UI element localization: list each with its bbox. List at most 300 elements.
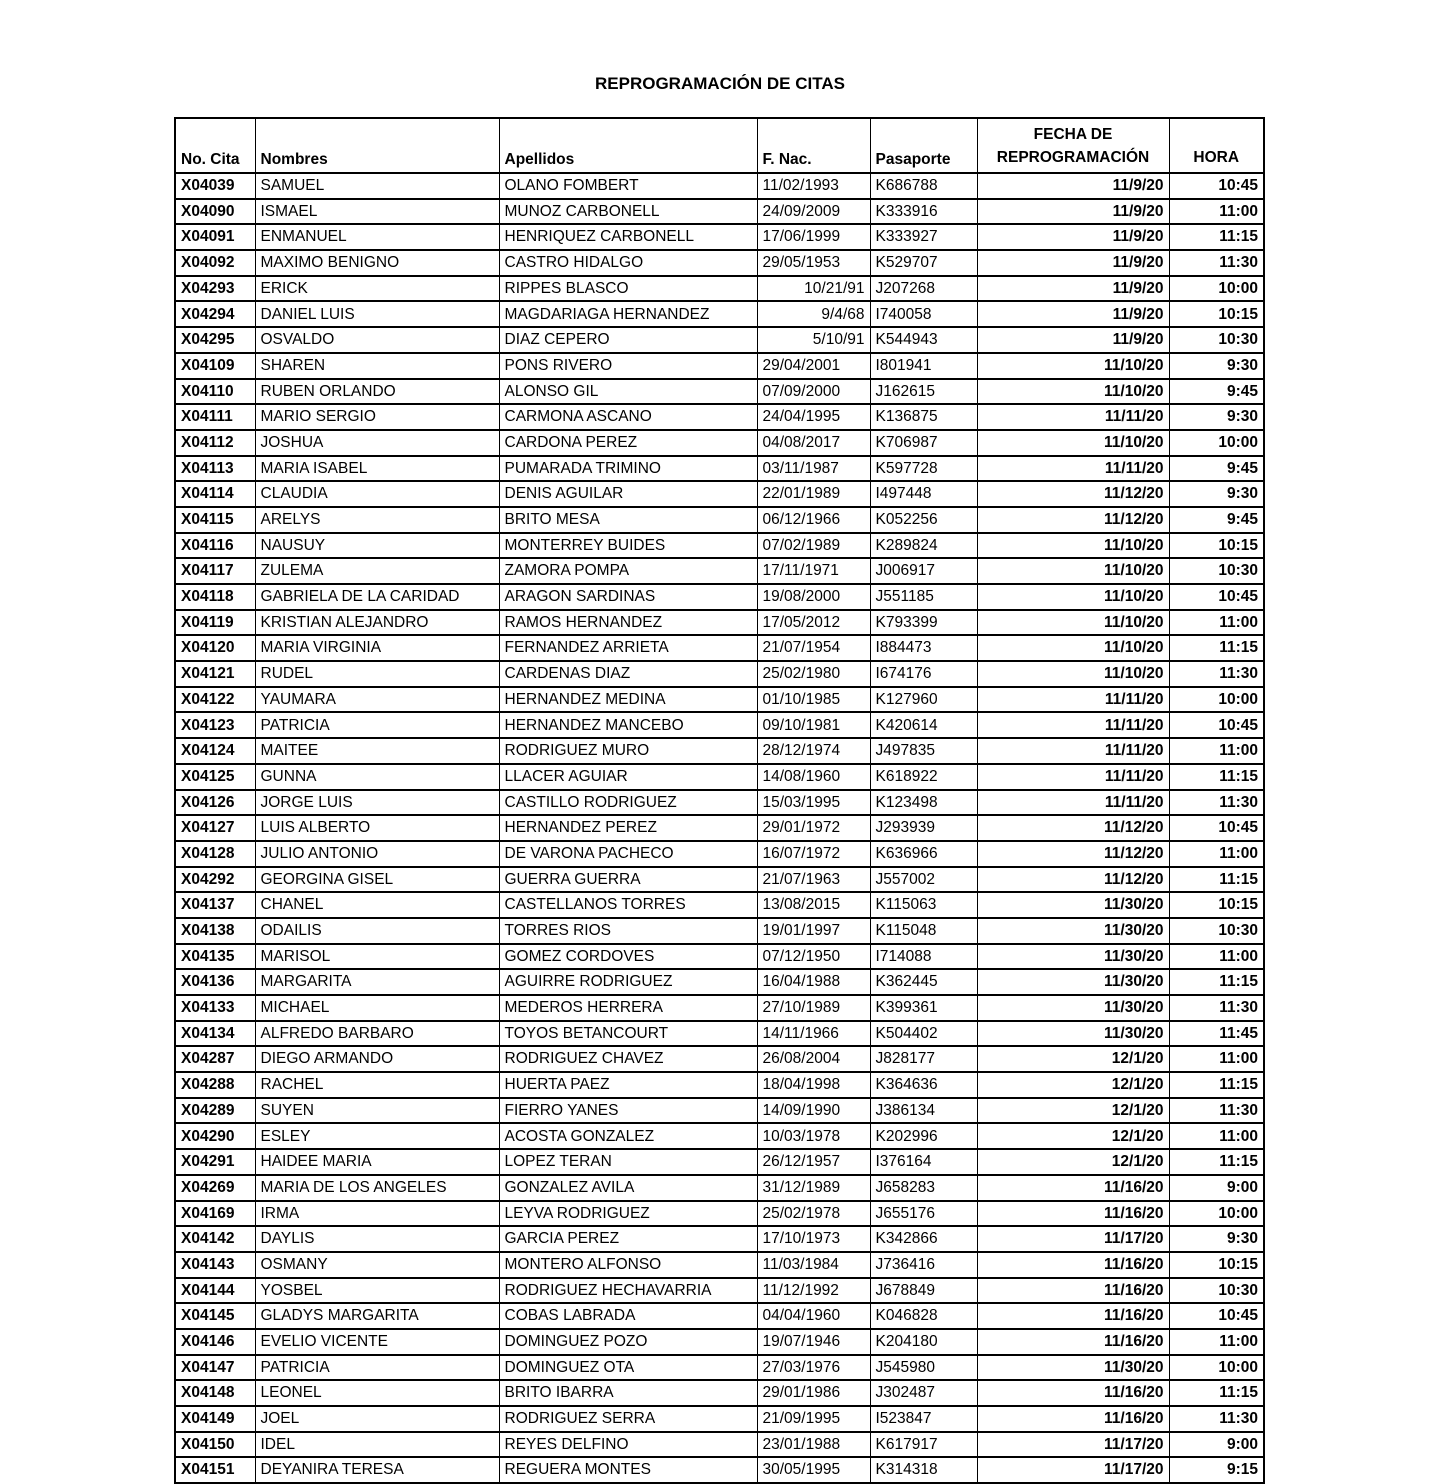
cell-apellidos: GONZALEZ AVILA [499, 1175, 757, 1201]
cell-f_nac: 29/05/1953 [757, 250, 870, 276]
cell-no_cita: X04125 [175, 764, 255, 790]
cell-apellidos: RODRIGUEZ SERRA [499, 1406, 757, 1432]
cell-pasaporte: J678849 [870, 1278, 977, 1304]
cell-f_nac: 31/12/1989 [757, 1175, 870, 1201]
cell-fecha_reprogramacion: 11/10/20 [977, 558, 1169, 584]
cell-f_nac: 19/01/1997 [757, 918, 870, 944]
cell-nombres: YOSBEL [255, 1278, 499, 1304]
cell-fecha_reprogramacion: 11/17/20 [977, 1432, 1169, 1458]
cell-hora: 10:15 [1169, 892, 1264, 918]
table-row [175, 1226, 1264, 1252]
cell-apellidos: ACOSTA GONZALEZ [499, 1123, 757, 1149]
cell-no_cita: X04142 [175, 1226, 255, 1252]
cell-f_nac: 01/10/1985 [757, 687, 870, 713]
cell-hora: 11:00 [1169, 944, 1264, 970]
cell-pasaporte: K202996 [870, 1123, 977, 1149]
cell-f_nac: 11/02/1993 [757, 173, 870, 199]
table-row [175, 301, 1264, 327]
cell-apellidos: ZAMORA POMPA [499, 558, 757, 584]
cell-apellidos: MONTERO ALFONSO [499, 1252, 757, 1278]
cell-pasaporte: J302487 [870, 1380, 977, 1406]
cell-nombres: EVELIO VICENTE [255, 1329, 499, 1355]
cell-fecha_reprogramacion: 11/17/20 [977, 1226, 1169, 1252]
cell-nombres: MAITEE [255, 738, 499, 764]
cell-fecha_reprogramacion: 12/1/20 [977, 1072, 1169, 1098]
cell-hora: 9:30 [1169, 404, 1264, 430]
cell-nombres: OSMANY [255, 1252, 499, 1278]
cell-apellidos: MONTERREY BUIDES [499, 533, 757, 559]
appointments-table [174, 117, 1265, 1484]
cell-pasaporte: K046828 [870, 1303, 977, 1329]
cell-fecha_reprogramacion: 11/11/20 [977, 712, 1169, 738]
cell-pasaporte: K127960 [870, 687, 977, 713]
cell-nombres: HAIDEE MARIA [255, 1149, 499, 1175]
cell-apellidos: RIPPES BLASCO [499, 276, 757, 302]
cell-apellidos: CASTILLO RODRIGUEZ [499, 790, 757, 816]
cell-pasaporte: K544943 [870, 327, 977, 353]
cell-hora: 11:15 [1169, 867, 1264, 893]
cell-nombres: IDEL [255, 1432, 499, 1458]
table-row [175, 687, 1264, 713]
cell-f_nac: 19/07/1946 [757, 1329, 870, 1355]
cell-no_cita: X04148 [175, 1380, 255, 1406]
cell-f_nac: 21/07/1963 [757, 867, 870, 893]
cell-pasaporte: K793399 [870, 610, 977, 636]
cell-nombres: CLAUDIA [255, 481, 499, 507]
cell-fecha_reprogramacion: 11/11/20 [977, 687, 1169, 713]
cell-hora: 11:15 [1169, 224, 1264, 250]
cell-apellidos: RODRIGUEZ MURO [499, 738, 757, 764]
cell-pasaporte: J736416 [870, 1252, 977, 1278]
table-row [175, 712, 1264, 738]
cell-nombres: MARISOL [255, 944, 499, 970]
table-row [175, 276, 1264, 302]
table-row [175, 430, 1264, 456]
cell-fecha_reprogramacion: 11/11/20 [977, 404, 1169, 430]
cell-fecha_reprogramacion: 11/17/20 [977, 1457, 1169, 1483]
cell-hora: 10:30 [1169, 558, 1264, 584]
cell-nombres: JOEL [255, 1406, 499, 1432]
cell-apellidos: FERNANDEZ ARRIETA [499, 635, 757, 661]
cell-nombres: NAUSUY [255, 533, 499, 559]
cell-nombres: MARIA DE LOS ANGELES [255, 1175, 499, 1201]
cell-apellidos: GOMEZ CORDOVES [499, 944, 757, 970]
cell-fecha_reprogramacion: 11/11/20 [977, 764, 1169, 790]
cell-no_cita: X04091 [175, 224, 255, 250]
cell-f_nac: 16/07/1972 [757, 841, 870, 867]
cell-no_cita: X04169 [175, 1201, 255, 1227]
cell-hora: 10:15 [1169, 1252, 1264, 1278]
cell-fecha_reprogramacion: 11/11/20 [977, 456, 1169, 482]
cell-hora: 11:30 [1169, 790, 1264, 816]
cell-fecha_reprogramacion: 11/10/20 [977, 533, 1169, 559]
cell-apellidos: RODRIGUEZ HECHAVARRIA [499, 1278, 757, 1304]
table-row [175, 1355, 1264, 1381]
cell-fecha_reprogramacion: 11/16/20 [977, 1278, 1169, 1304]
cell-pasaporte: I523847 [870, 1406, 977, 1432]
cell-fecha_reprogramacion: 11/10/20 [977, 584, 1169, 610]
cell-no_cita: X04288 [175, 1072, 255, 1098]
cell-no_cita: X04128 [175, 841, 255, 867]
cell-nombres: ERICK [255, 276, 499, 302]
cell-nombres: DIEGO ARMANDO [255, 1046, 499, 1072]
cell-fecha_reprogramacion: 11/30/20 [977, 995, 1169, 1021]
cell-apellidos: DOMINGUEZ POZO [499, 1329, 757, 1355]
cell-fecha_reprogramacion: 11/9/20 [977, 276, 1169, 302]
cell-nombres: ZULEMA [255, 558, 499, 584]
cell-f_nac: 06/12/1966 [757, 507, 870, 533]
cell-fecha_reprogramacion: 11/16/20 [977, 1303, 1169, 1329]
cell-no_cita: X04116 [175, 533, 255, 559]
cell-no_cita: X04113 [175, 456, 255, 482]
cell-pasaporte: I884473 [870, 635, 977, 661]
cell-pasaporte: J497835 [870, 738, 977, 764]
cell-no_cita: X04039 [175, 173, 255, 199]
cell-pasaporte: J162615 [870, 379, 977, 405]
table-row [175, 892, 1264, 918]
cell-hora: 9:30 [1169, 1226, 1264, 1252]
table-row [175, 507, 1264, 533]
cell-nombres: PATRICIA [255, 1355, 499, 1381]
cell-pasaporte: K504402 [870, 1021, 977, 1047]
table-row [175, 1072, 1264, 1098]
cell-fecha_reprogramacion: 11/10/20 [977, 379, 1169, 405]
cell-hora: 10:30 [1169, 1278, 1264, 1304]
cell-nombres: GLADYS MARGARITA [255, 1303, 499, 1329]
table-row [175, 764, 1264, 790]
cell-nombres: JOSHUA [255, 430, 499, 456]
cell-apellidos: LOPEZ TERAN [499, 1149, 757, 1175]
cell-apellidos: REYES DELFINO [499, 1432, 757, 1458]
table-row [175, 1175, 1264, 1201]
cell-no_cita: X04291 [175, 1149, 255, 1175]
cell-f_nac: 29/04/2001 [757, 353, 870, 379]
table-row [175, 867, 1264, 893]
table-row [175, 327, 1264, 353]
cell-nombres: DAYLIS [255, 1226, 499, 1252]
cell-hora: 11:15 [1169, 1380, 1264, 1406]
cell-nombres: CHANEL [255, 892, 499, 918]
cell-apellidos: GUERRA GUERRA [499, 867, 757, 893]
cell-pasaporte: J006917 [870, 558, 977, 584]
cell-hora: 10:30 [1169, 918, 1264, 944]
cell-no_cita: X04146 [175, 1329, 255, 1355]
cell-pasaporte: J655176 [870, 1201, 977, 1227]
cell-pasaporte: K420614 [870, 712, 977, 738]
cell-f_nac: 29/01/1986 [757, 1380, 870, 1406]
cell-f_nac: 28/12/1974 [757, 738, 870, 764]
cell-f_nac: 15/03/1995 [757, 790, 870, 816]
cell-nombres: JORGE LUIS [255, 790, 499, 816]
table-row [175, 841, 1264, 867]
cell-pasaporte: K362445 [870, 969, 977, 995]
cell-nombres: RUDEL [255, 661, 499, 687]
cell-pasaporte: J658283 [870, 1175, 977, 1201]
cell-f_nac: 07/02/1989 [757, 533, 870, 559]
table-row [175, 481, 1264, 507]
table-row [175, 1098, 1264, 1124]
cell-no_cita: X04143 [175, 1252, 255, 1278]
cell-apellidos: TORRES RIOS [499, 918, 757, 944]
cell-pasaporte: J545980 [870, 1355, 977, 1381]
cell-nombres: MARIA ISABEL [255, 456, 499, 482]
cell-pasaporte: K617917 [870, 1432, 977, 1458]
cell-hora: 10:00 [1169, 1201, 1264, 1227]
cell-fecha_reprogramacion: 11/9/20 [977, 250, 1169, 276]
table-row [175, 533, 1264, 559]
cell-no_cita: X04290 [175, 1123, 255, 1149]
table-row [175, 224, 1264, 250]
cell-hora: 10:45 [1169, 173, 1264, 199]
cell-pasaporte: I376164 [870, 1149, 977, 1175]
cell-no_cita: X04145 [175, 1303, 255, 1329]
cell-apellidos: CASTRO HIDALGO [499, 250, 757, 276]
cell-f_nac: 09/10/1981 [757, 712, 870, 738]
cell-f_nac: 29/01/1972 [757, 815, 870, 841]
cell-pasaporte: K123498 [870, 790, 977, 816]
cell-no_cita: X04133 [175, 995, 255, 1021]
cell-no_cita: X04289 [175, 1098, 255, 1124]
cell-apellidos: PONS RIVERO [499, 353, 757, 379]
cell-f_nac: 17/05/2012 [757, 610, 870, 636]
cell-no_cita: X04151 [175, 1457, 255, 1483]
cell-fecha_reprogramacion: 11/12/20 [977, 867, 1169, 893]
cell-no_cita: X04287 [175, 1046, 255, 1072]
cell-hora: 10:30 [1169, 327, 1264, 353]
cell-nombres: ODAILIS [255, 918, 499, 944]
cell-pasaporte: K204180 [870, 1329, 977, 1355]
cell-nombres: RACHEL [255, 1072, 499, 1098]
cell-apellidos: GARCIA PEREZ [499, 1226, 757, 1252]
cell-hora: 11:00 [1169, 1123, 1264, 1149]
cell-f_nac: 27/03/1976 [757, 1355, 870, 1381]
cell-fecha_reprogramacion: 11/16/20 [977, 1329, 1169, 1355]
cell-apellidos: ARAGON SARDINAS [499, 584, 757, 610]
table-row [175, 1303, 1264, 1329]
cell-apellidos: MUNOZ CARBONELL [499, 199, 757, 225]
cell-hora: 10:45 [1169, 584, 1264, 610]
cell-no_cita: X04114 [175, 481, 255, 507]
cell-fecha_reprogramacion: 11/30/20 [977, 892, 1169, 918]
cell-hora: 11:15 [1169, 635, 1264, 661]
cell-no_cita: X04109 [175, 353, 255, 379]
cell-apellidos: DENIS AGUILAR [499, 481, 757, 507]
table-row [175, 995, 1264, 1021]
cell-f_nac: 14/11/1966 [757, 1021, 870, 1047]
table-header [175, 118, 1264, 173]
cell-fecha_reprogramacion: 12/1/20 [977, 1149, 1169, 1175]
cell-pasaporte: J828177 [870, 1046, 977, 1072]
cell-nombres: RUBEN ORLANDO [255, 379, 499, 405]
cell-f_nac: 17/10/1973 [757, 1226, 870, 1252]
cell-apellidos: AGUIRRE RODRIGUEZ [499, 969, 757, 995]
cell-no_cita: X04136 [175, 969, 255, 995]
table-row [175, 635, 1264, 661]
cell-fecha_reprogramacion: 12/1/20 [977, 1123, 1169, 1149]
cell-pasaporte: K052256 [870, 507, 977, 533]
cell-no_cita: X04121 [175, 661, 255, 687]
cell-pasaporte: K597728 [870, 456, 977, 482]
cell-fecha_reprogramacion: 11/9/20 [977, 301, 1169, 327]
cell-apellidos: DIAZ CEPERO [499, 327, 757, 353]
cell-f_nac: 07/09/2000 [757, 379, 870, 405]
cell-apellidos: CARMONA ASCANO [499, 404, 757, 430]
cell-nombres: SUYEN [255, 1098, 499, 1124]
cell-fecha_reprogramacion: 11/16/20 [977, 1252, 1169, 1278]
cell-pasaporte: K333927 [870, 224, 977, 250]
cell-nombres: YAUMARA [255, 687, 499, 713]
cell-pasaporte: I497448 [870, 481, 977, 507]
cell-hora: 10:15 [1169, 533, 1264, 559]
table-row [175, 790, 1264, 816]
cell-f_nac: 13/08/2015 [757, 892, 870, 918]
cell-pasaporte: K364636 [870, 1072, 977, 1098]
cell-nombres: MARIO SERGIO [255, 404, 499, 430]
column-header-apellidos: Apellidos [499, 118, 757, 173]
cell-apellidos: RAMOS HERNANDEZ [499, 610, 757, 636]
cell-no_cita: X04117 [175, 558, 255, 584]
header-row [175, 118, 1264, 173]
cell-f_nac: 14/09/1990 [757, 1098, 870, 1124]
cell-nombres: ALFREDO BARBARO [255, 1021, 499, 1047]
cell-fecha_reprogramacion: 11/16/20 [977, 1175, 1169, 1201]
cell-f_nac: 25/02/1978 [757, 1201, 870, 1227]
table-row [175, 1406, 1264, 1432]
cell-pasaporte: K115048 [870, 918, 977, 944]
cell-f_nac: 10/03/1978 [757, 1123, 870, 1149]
cell-no_cita: X04127 [175, 815, 255, 841]
cell-no_cita: X04144 [175, 1278, 255, 1304]
table-row [175, 969, 1264, 995]
table-row [175, 944, 1264, 970]
table-row [175, 815, 1264, 841]
cell-f_nac: 5/10/91 [757, 327, 870, 353]
cell-apellidos: MEDEROS HERRERA [499, 995, 757, 1021]
cell-f_nac: 10/21/91 [757, 276, 870, 302]
cell-fecha_reprogramacion: 12/1/20 [977, 1098, 1169, 1124]
cell-nombres: MARIA VIRGINIA [255, 635, 499, 661]
cell-no_cita: X04138 [175, 918, 255, 944]
cell-hora: 9:45 [1169, 379, 1264, 405]
cell-apellidos: DE VARONA PACHECO [499, 841, 757, 867]
cell-no_cita: X04135 [175, 944, 255, 970]
cell-pasaporte: J386134 [870, 1098, 977, 1124]
cell-nombres: KRISTIAN ALEJANDRO [255, 610, 499, 636]
table-row [175, 1457, 1264, 1483]
cell-no_cita: X04150 [175, 1432, 255, 1458]
cell-no_cita: X04120 [175, 635, 255, 661]
cell-hora: 10:45 [1169, 815, 1264, 841]
cell-hora: 10:00 [1169, 1355, 1264, 1381]
cell-no_cita: X04295 [175, 327, 255, 353]
cell-pasaporte: K529707 [870, 250, 977, 276]
cell-no_cita: X04119 [175, 610, 255, 636]
cell-fecha_reprogramacion: 11/9/20 [977, 327, 1169, 353]
cell-fecha_reprogramacion: 11/16/20 [977, 1406, 1169, 1432]
cell-no_cita: X04294 [175, 301, 255, 327]
cell-hora: 10:15 [1169, 301, 1264, 327]
cell-nombres: MARGARITA [255, 969, 499, 995]
cell-nombres: ARELYS [255, 507, 499, 533]
cell-f_nac: 11/12/1992 [757, 1278, 870, 1304]
table-row [175, 1201, 1264, 1227]
cell-fecha_reprogramacion: 11/10/20 [977, 353, 1169, 379]
table-row [175, 584, 1264, 610]
column-header-pasaporte: Pasaporte [870, 118, 977, 173]
cell-hora: 9:45 [1169, 507, 1264, 533]
table-row [175, 610, 1264, 636]
column-header-nombres: Nombres [255, 118, 499, 173]
cell-no_cita: X04090 [175, 199, 255, 225]
cell-apellidos: OLANO FOMBERT [499, 173, 757, 199]
cell-pasaporte: K618922 [870, 764, 977, 790]
page-title: REPROGRAMACIÓN DE CITAS [595, 74, 845, 93]
cell-apellidos: HERNANDEZ MANCEBO [499, 712, 757, 738]
cell-no_cita: X04112 [175, 430, 255, 456]
cell-fecha_reprogramacion: 11/11/20 [977, 738, 1169, 764]
cell-f_nac: 18/04/1998 [757, 1072, 870, 1098]
cell-no_cita: X04110 [175, 379, 255, 405]
cell-apellidos: COBAS LABRADA [499, 1303, 757, 1329]
cell-apellidos: CARDENAS DIAZ [499, 661, 757, 687]
cell-no_cita: X04118 [175, 584, 255, 610]
cell-fecha_reprogramacion: 11/30/20 [977, 1355, 1169, 1381]
cell-apellidos: BRITO IBARRA [499, 1380, 757, 1406]
cell-fecha_reprogramacion: 11/30/20 [977, 918, 1169, 944]
cell-pasaporte: K636966 [870, 841, 977, 867]
cell-f_nac: 24/09/2009 [757, 199, 870, 225]
cell-fecha_reprogramacion: 11/12/20 [977, 841, 1169, 867]
cell-apellidos: HERNANDEZ PEREZ [499, 815, 757, 841]
cell-pasaporte: I740058 [870, 301, 977, 327]
cell-apellidos: ALONSO GIL [499, 379, 757, 405]
cell-f_nac: 21/09/1995 [757, 1406, 870, 1432]
cell-pasaporte: K706987 [870, 430, 977, 456]
cell-no_cita: X04137 [175, 892, 255, 918]
cell-nombres: GEORGINA GISEL [255, 867, 499, 893]
cell-fecha_reprogramacion: 11/30/20 [977, 1021, 1169, 1047]
cell-pasaporte: K333916 [870, 199, 977, 225]
table-row [175, 558, 1264, 584]
cell-nombres: MICHAEL [255, 995, 499, 1021]
cell-f_nac: 23/01/1988 [757, 1432, 870, 1458]
cell-f_nac: 03/11/1987 [757, 456, 870, 482]
cell-fecha_reprogramacion: 11/30/20 [977, 944, 1169, 970]
cell-hora: 11:30 [1169, 1098, 1264, 1124]
cell-fecha_reprogramacion: 11/16/20 [977, 1380, 1169, 1406]
column-header-hora: HORA [1169, 118, 1264, 173]
cell-nombres: PATRICIA [255, 712, 499, 738]
cell-f_nac: 07/12/1950 [757, 944, 870, 970]
cell-f_nac: 25/02/1980 [757, 661, 870, 687]
table-row [175, 1123, 1264, 1149]
cell-apellidos: MAGDARIAGA HERNANDEZ [499, 301, 757, 327]
cell-apellidos: LEYVA RODRIGUEZ [499, 1201, 757, 1227]
table-row [175, 1278, 1264, 1304]
cell-no_cita: X04269 [175, 1175, 255, 1201]
cell-apellidos: HENRIQUEZ CARBONELL [499, 224, 757, 250]
cell-hora: 11:15 [1169, 1072, 1264, 1098]
table-row [175, 1252, 1264, 1278]
cell-hora: 11:30 [1169, 995, 1264, 1021]
cell-hora: 10:45 [1169, 1303, 1264, 1329]
cell-hora: 11:15 [1169, 969, 1264, 995]
cell-hora: 9:45 [1169, 456, 1264, 482]
cell-nombres: SHAREN [255, 353, 499, 379]
cell-nombres: IRMA [255, 1201, 499, 1227]
cell-pasaporte: J551185 [870, 584, 977, 610]
cell-pasaporte: K136875 [870, 404, 977, 430]
